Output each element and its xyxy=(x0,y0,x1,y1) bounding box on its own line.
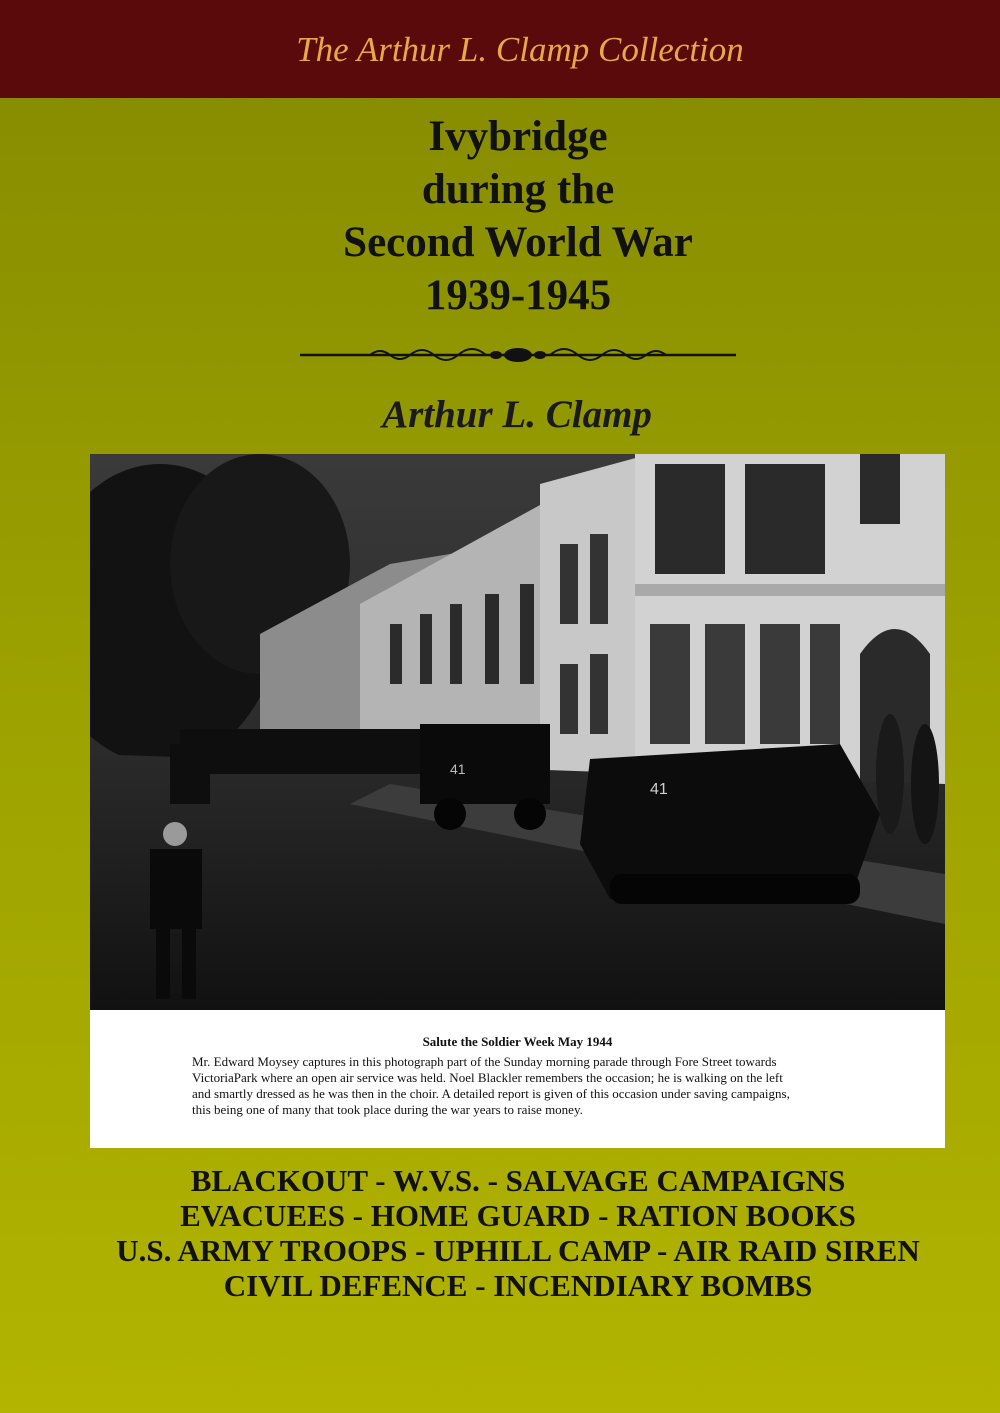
photo-caption-title: Salute the Soldier Week May 1944 xyxy=(422,1034,613,1049)
topic-line: CIVIL DEFENCE - INCENDIARY BOMBS xyxy=(223,1268,813,1303)
title-line: during the xyxy=(421,166,615,213)
book-title xyxy=(0,110,1000,322)
photo-caption-text: Mr. Edward Moysey captures in this photograph part of the Sunday morning parade through Fore Street towards VictoriaPark where an open air service was held. Noel Blackler remembers the occasion; he is walking on the left and smartly dressed as he was then in the choir. A detailed report is given of this occasion under saving campaigns, this being one of many that took place during the war years to raise money. xyxy=(192,1054,790,1117)
title-line: Ivybridge xyxy=(428,113,608,160)
photo-frame xyxy=(90,454,945,1148)
title-line: 1939-1945 xyxy=(424,272,612,319)
topic-line: U.S. ARMY TROOPS - UPHILL CAMP - AIR RAID SIREN xyxy=(116,1233,920,1268)
carrier-marking: 41 xyxy=(650,781,668,798)
author-name: Arthur L. Clamp xyxy=(382,393,652,436)
parade-photograph xyxy=(90,454,945,1010)
topic-list xyxy=(0,1163,1000,1303)
ornamental-divider xyxy=(300,340,736,370)
truck-marking: 41 xyxy=(450,761,466,777)
title-line: Second World War xyxy=(343,219,693,266)
topic-line: EVACUEES - HOME GUARD - RATION BOOKS xyxy=(180,1198,856,1233)
collection-name: The Arthur L. Clamp Collection xyxy=(296,30,744,69)
topic-line: BLACKOUT - W.V.S. - SALVAGE CAMPAIGNS xyxy=(190,1163,846,1198)
